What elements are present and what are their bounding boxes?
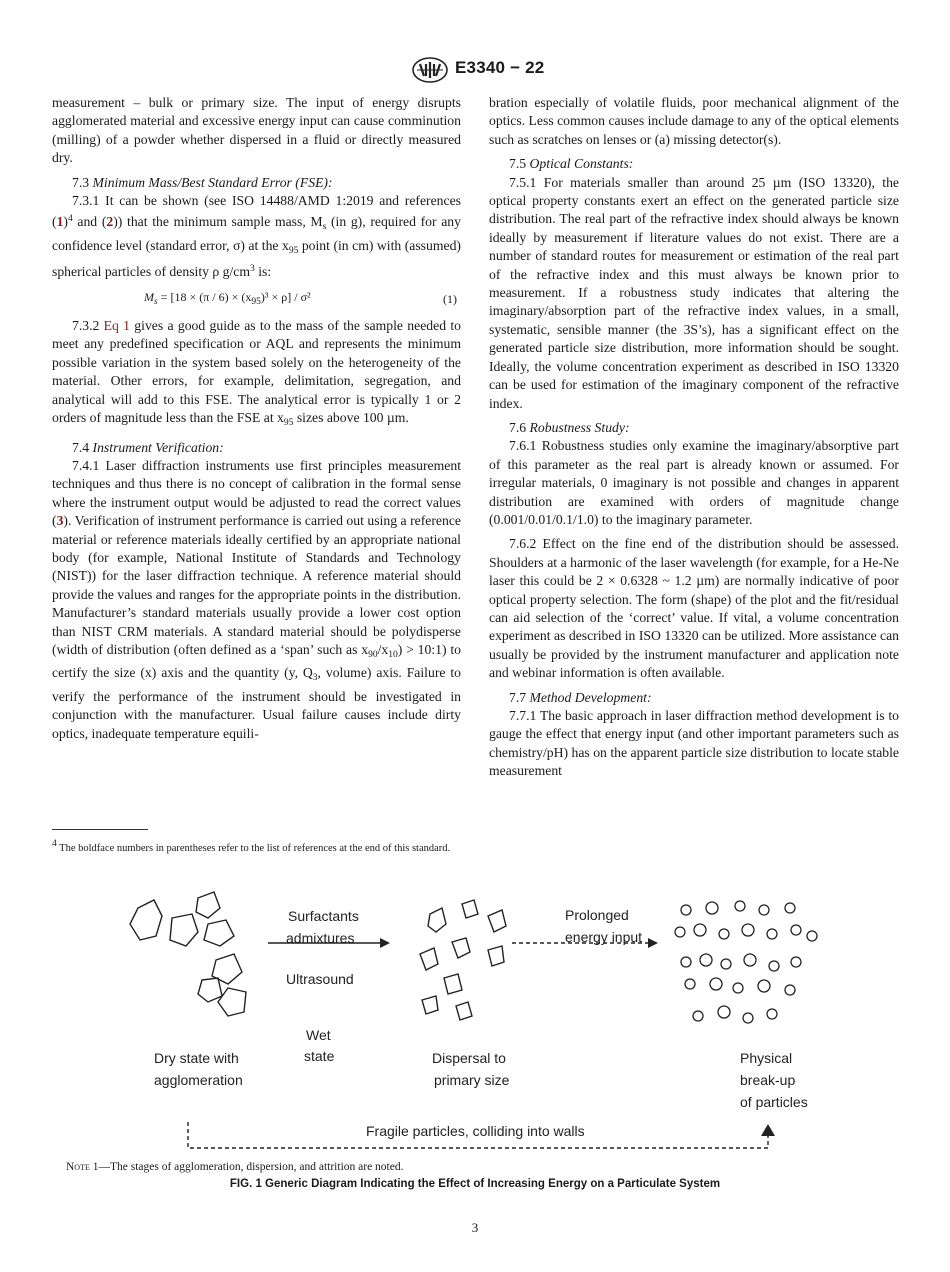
paragraph: 7.4.1 Laser diffraction instruments use first principles measurement techniques and thus there is no concept of calibration in the formal sense where the instrument output would be adjusted to read the correct values (3). Verification of instrument performance is carried out using a reference material or reference materials ideally certified by an appropriate national body (for example, National Institute of Standards and Technology (NIST)) for the laser diffraction technique. A reference material should provide the values and ranges for the appropriate points in the distribution. Manufacturer’s standard materials usually provide a lower cost option than NIST CRM materials. A standard material should be polydisperse (width of distribution (often defined as a ‘span’ such as $x_{90}/x_{10}$) > 10:1) to certify the size (x) axis and the quantity (y, $Q_3$, volume) axis. Failure to verify the performance of the instrument should be investigated in conjunction with the manufacturer. Usual failure causes include dirty optics, inadequate temperature equili- [52,457,462,741]
document-id: E3340 − 22 [455,58,545,77]
paragraph: 7.3.1 It can be shown (see ISO 14488/AMD 1:2019 and references $(1)^4$ and (2)) that the minimum sample mass, $M_s$ (in g), required for any confidence level (standard error, σ) at the $x_{95}$ point (in cm) with (assumed) spherical particles of density ρ $g/cm^3$ is: [52,193,461,280]
footnote-mark: 4 [67,214,73,225]
label-admixtures: admixtures [286,930,355,946]
figure-1 [100,880,880,1160]
footnote: $^4$ The boldface numbers in parentheses refer to the list of references at the end of this standard. [52,839,451,854]
label-of-particles: of particles [740,1094,808,1110]
label-state: state [304,1048,335,1064]
reference-link[interactable]: 2 [106,214,114,230]
left-column [52,94,461,743]
reference-link[interactable]: 3 [56,513,64,529]
label-dry-state: Dry state with [154,1050,239,1066]
label-surfactants: Surfactants [288,908,359,924]
astm-logo-icon [411,56,449,84]
ultrasound-arrow-head [380,938,390,948]
label-fragile: Fragile particles, colliding into walls [366,1123,585,1139]
right-column [489,94,899,781]
equation-link[interactable]: Eq 1 [103,318,131,334]
paragraph: bration especially of volatile fluids, poor mechanical alignment of the optics. Less common causes include damage to any of the optical elements such as scratches on lenses or (a) missing detector(s). [489,95,899,147]
energy-arrow-head [648,938,658,948]
section-heading: 7.3 Minimum Mass/Best Standard Error (FSE): [72,174,333,190]
label-dispersal: Dispersal to [432,1050,506,1066]
paragraph: 7.5.1 For materials smaller than around 25 µm (ISO 13320), the optical property constants exert an effect on the generated particle size distribution. The real part of the refractive index should always be known ideally by measurement if literature values do not exist. There are a number of standard routes for measurement or estimation of the real part of the refractive index and this must always be known prior to measurement. If a robustness study indicates that altering the imaginary/absorption part of the refractive index values, in a small, systematic, sensible manner (the 3S’s), has a significant effect on the generated particle size distribution, more information should be sought. Ideally, the volume concentration experiment as described in ISO 13320 can be used for estimation of the imaginary component of the refractive index. [489,174,899,411]
label-physical: Physical [740,1050,793,1066]
label-wet: Wet [306,1027,331,1043]
section-heading: 7.7 Method Development: [509,689,652,705]
figure-note: Note 1—The stages of agglomeration, dispersion, and attrition are noted. [66,1161,404,1173]
agglomerated-particles [130,892,246,1016]
label-prolonged: Prolonged [565,907,629,923]
footnote-divider [52,829,148,830]
page-header [0,56,950,86]
section-heading: 7.6 Robustness Study: [509,419,630,435]
broken-particles [675,901,817,1023]
label-ultrasound: Ultrasound [286,971,354,987]
paragraph: measurement – bulk or primary size. The input of energy disrupts agglomerated material and excessive energy input can cause comminution (milling) of a powder whether dispersed in a fluid or directly measured dry. [52,95,461,166]
equation-number: (1) [443,292,457,307]
figure-caption: FIG. 1 Generic Diagram Indicating the Effect of Increasing Energy on a Particulate System [229,1178,721,1190]
feedback-arrow-head [761,1124,775,1136]
equation: $M_s = [18 \times (\pi / 6) \times (x_{95})^3 \times \rho] / \sigma^2$ (1) [144,289,457,307]
section-heading: 7.5 Optical Constants: [509,156,634,172]
label-primary-size: primary size [434,1072,510,1088]
primary-particles [420,900,506,1020]
page-number: 3 [471,1220,479,1235]
paragraph: 7.6.2 Effect on the fine end of the distribution should be assessed. Shoulders at a harmonic of the laser wavelength (for example, for a He-Ne laser this could be 2 × 0.6328 ~ 1.2 µm) are normally indicative of poor optical property selection. The form (shape) of the plot and the fit/residual can aid selection of the ‘correct’ value. If vital, a volume concentration experiment as described in ISO 13320 can be utilized. More assistance can usually be provided by the instrument manufacturer and application note and webinar information is often available. [489,536,899,681]
paragraph: 7.6.1 Robustness studies only examine the imaginary/absorptive part of this parameter as the real part is already known or assumed. For irregular materials, 0 imaginary is not possible and changes in apparent distribution are examined with orders of magnitude change (0.001/0.01/0.1/1.0) to the imaginary parameter. [489,438,899,527]
reference-link[interactable]: 1 [56,214,64,230]
paragraph: 7.7.1 The basic approach in laser diffraction method development is to gauge the effect that energy input (and other important parameters such as chemistry/pH) has on the apparent particle size distribution to locate stable measurement [489,708,899,779]
label-agglomeration: agglomeration [154,1072,243,1088]
paragraph: 7.3.2 Eq 1 gives a good guide as to the mass of the sample needed to meet any predefined specification or AQL and represents the minimum possible variation in the system based solely on the heterogeneity of the material. Other errors, for example, delimitation, segregation, and analytical will add to this FSE. The analytical error is typically 1 or 2 orders of magnitude less than the FSE at $x_{95}$ sizes above 100 µm. [52,318,461,429]
section-heading: 7.4 Instrument Verification: [72,439,224,455]
energy-diagram [100,880,880,1160]
label-break-up: break-up [740,1072,796,1088]
label-energy-input: energy input [565,929,643,945]
